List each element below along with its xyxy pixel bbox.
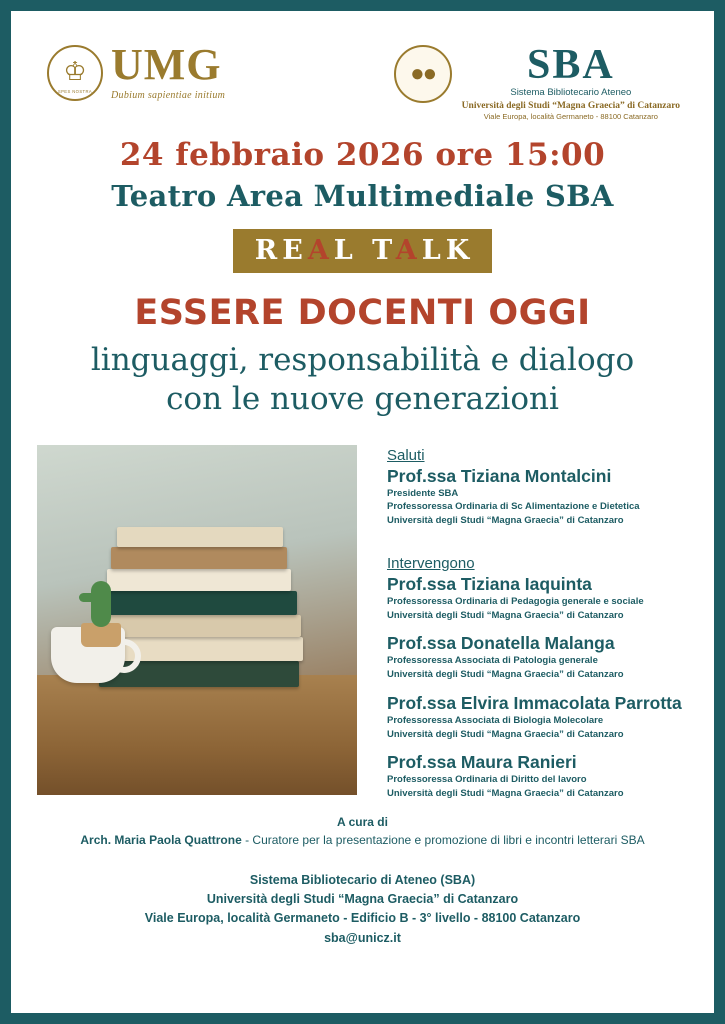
logo-header (11, 11, 714, 131)
footer (11, 871, 714, 949)
speaker-affiliation: Università degli Studi “Magna Graecia” di Catanzaro (387, 669, 624, 681)
book-4 (101, 591, 297, 615)
book-5 (107, 569, 291, 591)
sba-acronym: SBA (526, 42, 615, 88)
speakers-panel (387, 447, 696, 812)
badge-accent2: A (395, 235, 422, 266)
curator-description: - Curatore per la presentazione e promozione di libri e incontri letterari SBA (241, 832, 645, 847)
umg-motto: Dubium sapientiae initium (111, 90, 226, 101)
event-subtitle-line1: linguaggi, responsabilità e dialogo (90, 342, 635, 378)
sba-logo (394, 42, 680, 122)
event-subtitle-line2: con le nuove generazioni (166, 380, 559, 417)
cactus-icon (91, 581, 111, 627)
event-subtitle (11, 341, 714, 419)
speaker-name: Prof.ssa Maura Ranieri (387, 752, 577, 773)
speaker-affiliation: Università degli Studi “Magna Graecia” di Catanzaro (387, 788, 624, 800)
umg-logo (47, 40, 226, 101)
badge-part2: L T (333, 235, 396, 266)
speaker-role: Professoressa Associata di Biologia Molecolare (387, 714, 604, 726)
list-item (387, 693, 696, 742)
speaker-name: Prof.ssa Elvira Immacolata Parrotta (387, 692, 682, 713)
list-item (387, 633, 696, 682)
content-row (11, 445, 714, 805)
sba-seal-icon (394, 45, 452, 103)
umg-wordmark (111, 40, 226, 101)
curator-name: Arch. Maria Paola Quattrone (80, 832, 242, 847)
umg-seal-icon (47, 45, 103, 101)
table-surface (37, 675, 357, 795)
speaker-affiliation: Università degli Studi “Magna Graecia” di Catanzaro (387, 728, 624, 740)
footer-email[interactable]: sba@unicz.it (324, 930, 401, 945)
real-talk-badge (233, 229, 492, 273)
speaker-role: Professoressa Ordinaria di Diritto del lavoro (387, 774, 587, 786)
footer-line-3: Viale Europa, località Germaneto - Edificio B - 3° livello - 88100 Catanzaro (144, 911, 581, 926)
event-venue: Teatro Area Multimediale SBA (111, 179, 614, 213)
book-7 (117, 527, 283, 547)
list-item (387, 574, 696, 623)
sba-university: Università degli Studi “Magna Graecia” di Catanzaro (461, 101, 680, 112)
speaker-name: Prof.ssa Donatella Malanga (387, 633, 615, 654)
horse-icon: ♔ (63, 56, 87, 87)
book-6 (111, 547, 287, 569)
speakers-label: Intervengono (387, 554, 475, 572)
sba-address: Viale Europa, località Germaneto - 88100 Catanzaro (483, 112, 658, 122)
book-3 (95, 615, 301, 637)
speaker-affiliation: Università degli Studi “Magna Graecia” di Catanzaro (387, 515, 624, 527)
speaker-role: Professoressa Ordinaria di Pedagogia generale e sociale (387, 595, 644, 607)
speaker-name: Prof.ssa Tiziana Montalcini (387, 465, 612, 486)
list-item (387, 752, 696, 801)
speaker-role: Presidente SBA (387, 487, 459, 499)
event-date: 24 febbraio 2026 ore 15:00 (119, 137, 606, 173)
list-item (387, 466, 696, 528)
curator-label: A cura di (337, 814, 388, 829)
umg-seal-text: SPES NOSTRA (57, 89, 93, 94)
two-faces-icon: ●● (410, 60, 436, 87)
footer-line-2: Università degli Studi “Magna Graecia” di Catanzaro (206, 891, 519, 906)
curator-block (11, 815, 714, 847)
books-photo (37, 445, 357, 795)
spacer (387, 539, 696, 555)
greetings-label: Saluti (387, 446, 425, 464)
speaker-role: Professoressa Associata di Patologia generale (387, 655, 598, 667)
speaker-role: Professoressa Ordinaria di Sc Alimentazione e Dietetica (387, 501, 640, 513)
event-title: ESSERE DOCENTI OGGI (134, 293, 591, 333)
badge-part1: RE (254, 235, 308, 266)
speaker-affiliation: Università degli Studi “Magna Graecia” di Catanzaro (387, 609, 624, 621)
sba-wordmark (461, 42, 680, 122)
badge-part3: LK (421, 235, 475, 266)
sba-subtitle: Sistema Bibliotecario Ateneo (510, 87, 632, 99)
badge-container (11, 229, 714, 273)
speaker-name: Prof.ssa Tiziana Iaquinta (387, 573, 592, 594)
curator-line (11, 833, 714, 847)
badge-accent1: A (307, 235, 334, 266)
poster-inner (11, 11, 714, 1013)
footer-line-1: Sistema Bibliotecario di Ateneo (SBA) (249, 872, 476, 887)
umg-acronym: UMG (111, 40, 222, 89)
